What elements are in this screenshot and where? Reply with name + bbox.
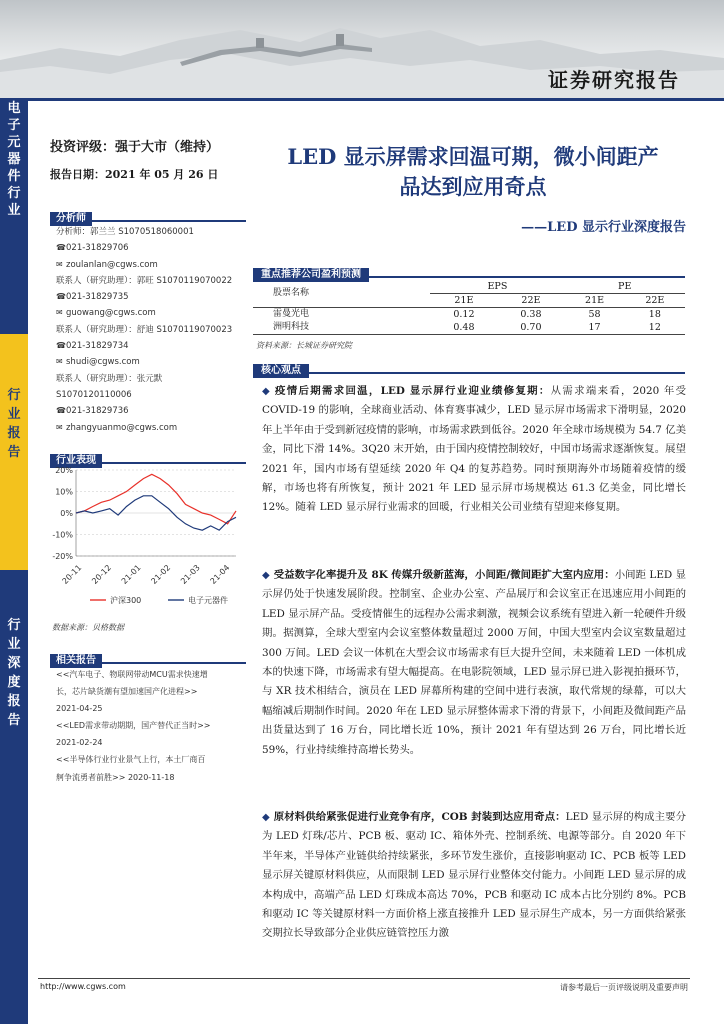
analyst-email[interactable]: ✉ zhangyuanmo@cgws.com (56, 420, 246, 436)
analyst-email[interactable]: ✉ shudi@cgws.com (56, 354, 246, 370)
chart-x-tick-label: 21-04 (208, 563, 232, 586)
mail-icon: ✉ (56, 308, 63, 318)
analyst-section-title: 分析师 (50, 212, 92, 226)
table-cell: 0.38 (520, 309, 542, 320)
report-title (252, 142, 694, 202)
related-report-link[interactable]: 舸争流勇者前胜>> 2020-11-18 (56, 772, 175, 782)
side-tab-char: 电 (7, 101, 21, 116)
diamond-bullet-icon: ◆ (262, 386, 272, 397)
side-tab-char: 元 (7, 135, 21, 150)
table-row (253, 321, 685, 335)
analyst-line: 分析师：郭兰兰 S1070518060001 (56, 227, 194, 237)
analyst-email[interactable]: ✉ zoulanlan@cgws.com (56, 257, 246, 273)
chart-svg (50, 464, 246, 612)
related-report-link[interactable]: <<LED需求带动期期，国产替代正当时>> (56, 721, 211, 731)
paragraph-lead: 疫情后期需求回温，LED 显示屏行业迎业绩修复期： (275, 385, 551, 397)
col-stock-name: 股票名称 (253, 280, 430, 308)
related-section-title: 相关报告 (50, 654, 102, 668)
paragraph-body: 小间距 LED 显示屏仍处于快速发展阶段。控制室、企业办公室、产品展厅和会议室正在迅速应用小间距的 LED 显示屏产品。受疫情催生的远程办公需求刺激，视频会议系统有望进入新一轮硬件升级期。据测算，全球大型室内会议室整体数量超过 2000 万间，中国大型室内会议室数量超过 300 万间。LED 会议一体机在大型会议市场需求有巨大提升空间，未来随着 LED 一体机成本的快速下降，市场需求有望大幅提高。在电影院领域，LED 显示屏已进入影视拍摄环节，与 XR 技术相结合，演员在 LED 屏幕所构建的空间中进行表演，取代常规的绿幕，可以大幅缩减后期制作时间。2020 年在 LED 显示屏整体需求下滑的背景下，小间距及微间距产品出货量达到了 16 万台，同比增长近 10%，预计 2021 年有望达到 26 万台，同比增长近 59%，行业持续维持高增长势头。 (262, 569, 686, 756)
side-tab-char: 行 (7, 186, 21, 201)
core-view-title: 核心观点 (253, 364, 309, 378)
phone-icon: ☎ (56, 341, 66, 351)
chart-x-tick-label: 20-12 (90, 563, 114, 586)
phone-icon: ☎ (56, 243, 66, 253)
forecast-section-header (253, 262, 685, 278)
col-group-pe: PE (564, 280, 685, 294)
side-tab-deep-report (0, 570, 28, 1024)
chart-y-tick-label: 20% (55, 466, 73, 475)
chart-x-tick-label: 21-03 (179, 563, 202, 586)
side-tab-char: 行 (7, 388, 21, 403)
analyst-phone: ☎021-31829736 (56, 403, 246, 419)
industry-performance-chart (50, 464, 246, 612)
side-tab-char: 器 (7, 152, 21, 167)
table-cell: 58 (588, 309, 601, 320)
side-tab-char: 业 (7, 407, 21, 422)
stock-name: 雷曼光电 (273, 309, 310, 319)
footer-url[interactable]: http://www.cgws.com (40, 982, 126, 991)
chart-y-tick-label: -10% (52, 530, 73, 540)
footer-rule (38, 978, 690, 979)
table-cell: 0.70 (497, 321, 564, 335)
header-rule (0, 98, 724, 101)
side-tab-char: 报 (7, 694, 21, 709)
col-year: 22E (625, 294, 685, 308)
mail-icon: ✉ (56, 357, 63, 367)
paragraph-lead: 受益数字化率提升及 8K 传媒升级新蓝海，小间距/微间距扩大室内应用： (273, 569, 615, 581)
chart-y-tick-label: 0% (60, 509, 73, 518)
col-group-eps: EPS (430, 280, 564, 294)
table-cell: 0.48 (430, 321, 497, 335)
footer-disclaimer: 请参考最后一页评级说明及重要声明 (560, 983, 688, 992)
investment-rating: 投资评级：强于大市（维持） (50, 140, 220, 155)
report-title-line: 品达到应用奇点 (399, 174, 547, 199)
analyst-list (56, 224, 246, 436)
col-year: 21E (430, 294, 497, 308)
side-tab-char: 度 (7, 675, 21, 690)
table-cell: 12 (625, 321, 685, 335)
chart-legend-label: 沪深300 (110, 596, 142, 605)
report-date: 报告日期：2021 年 05 月 26 日 (50, 168, 219, 181)
paragraph-body: 从需求端来看，2020 年受 COVID-19 的影响，全球商业活动、体育赛事减少，LED 显示屏市场需求下滑明显，2020 年上半年由于受到新冠疫情的影响，市场需求跌到低谷。2020 年全球市场规模为 54.7 亿美金，同比下滑 14%。3Q20 末开始，由于国内疫情控制较好，中国市场需求逐渐恢复。展望 2021 年，国内市场有望延续 2020 年 Q4 的复苏趋势。同时预期海外市场随着疫情的缓解，市场也将有所恢复，预计 2021 年 LED 显示屏市场规模达 61.3 亿美金，同比增长 12%。随着 LED 显示屏行业需求的回暖，行业相关公司业绩有望迎来修复期。 (262, 385, 687, 514)
table-cell: 18 (648, 309, 661, 320)
chart-section-title: 行业表现 (50, 454, 102, 468)
report-title-line: LED 显示屏需求回温可期，微小间距产 (287, 144, 659, 169)
table-source: 资料来源：长城证券研究院 (256, 341, 352, 350)
analyst-line: 联系人（研究助理）：舒迪 S1070119070023 (56, 324, 233, 335)
forecast-section-title: 重点推荐公司盈利预测 (253, 268, 369, 282)
chart-source: 数据来源：贝格数据 (52, 623, 124, 632)
table-cell: 17 (564, 321, 624, 335)
analyst-line: 联系人（研究助理）：郭旺 S1070119070022 (56, 275, 233, 286)
side-tab-char: 报 (7, 426, 21, 441)
col-year: 21E (564, 294, 624, 308)
col-year: 22E (497, 294, 564, 308)
chart-y-tick-label: 10% (55, 487, 73, 497)
table-cell: 0.12 (453, 309, 475, 320)
analyst-email[interactable]: ✉ guowang@cgws.com (56, 305, 246, 321)
side-tab-char: 子 (7, 118, 21, 133)
side-tab-char: 行 (7, 618, 21, 633)
side-tab-report (0, 334, 28, 570)
related-report-link[interactable]: <<半导体行业行业景气上行，本土厂商百 (56, 755, 206, 765)
paragraph-lead: 原材料供给紧张促进行业竞争有序，COB 封装到达应用奇点： (273, 811, 566, 823)
mail-icon: ✉ (56, 259, 63, 269)
diamond-bullet-icon: ◆ (262, 570, 270, 581)
analyst-line: S1070120110006 (56, 389, 132, 400)
related-report-date: 2021-02-24 (56, 738, 103, 748)
side-tab-char: 件 (7, 169, 21, 184)
core-paragraph (262, 808, 686, 970)
analyst-phone: ☎021-31829734 (56, 338, 246, 354)
related-reports (56, 666, 246, 786)
chart-x-tick-label: 21-01 (119, 563, 143, 586)
chart-section-header (50, 448, 246, 464)
report-subtitle: ——LED 显示行业深度报告 (521, 220, 686, 235)
side-tab-char: 业 (7, 637, 21, 652)
core-view-header (253, 358, 685, 374)
side-tab-char: 告 (7, 713, 21, 728)
table-group-row (253, 280, 685, 294)
chart-legend-label: 电子元器件 (188, 596, 228, 605)
related-report-link[interactable]: <<汽车电子、物联网带动MCU需求快速增 (56, 670, 208, 679)
analyst-phone: ☎021-31829735 (56, 289, 246, 305)
chart-x-tick-label: 21-02 (149, 563, 173, 586)
related-report-link[interactable]: 长，芯片缺货潮有望加速国产化进程>> (56, 687, 198, 697)
side-tab-char: 业 (7, 203, 21, 218)
chart-x-tick-label: 20-11 (60, 563, 84, 586)
core-paragraph (262, 382, 686, 518)
phone-icon: ☎ (56, 292, 66, 302)
analyst-section-header (50, 206, 246, 222)
related-section-header (50, 648, 246, 664)
phone-icon: ☎ (56, 406, 66, 416)
analyst-line: 联系人（研究助理）：张元默 (56, 373, 163, 384)
analyst-phone: ☎021-31829706 (56, 240, 246, 256)
earnings-forecast-table (253, 280, 685, 335)
table-row (253, 308, 685, 322)
doc-type-label: 证券研究报告 (548, 68, 680, 92)
paragraph-body: LED 显示屏的构成主要分为 LED 灯珠/芯片、PCB 板、驱动 IC、箱体外壳、控制系统、电源等部分。自 2020 年下半年来，半导体产业链供给持续紧张，多环节发生涨价，直接影响驱动 IC、PCB 板等 LED 显示屏关键原材料供应，从而限制 LED 显示屏行业整体交付能力。小间距 LED 显示屏的成本构成中，高端产品 LED 灯珠成本高达 70%，PCB 和驱动 IC 成本占比分别约 8%。PCB 和驱动 IC 等关键原材料一方面价格上涨直接推升 LED 显示屏生产成本，另一方面供给紧张交期拉长导致部分企业供应链管控压力激 (262, 811, 686, 940)
core-paragraph (262, 566, 686, 760)
chart-y-tick-label: -20% (52, 552, 73, 561)
side-tab-industry (0, 98, 28, 334)
stock-name: 洲明科技 (253, 321, 430, 335)
related-report-date: 2021-04-25 (56, 704, 103, 714)
side-tab-char: 告 (7, 445, 21, 460)
diamond-bullet-icon: ◆ (262, 812, 270, 823)
side-tab-char: 深 (7, 656, 21, 671)
mail-icon: ✉ (56, 422, 63, 432)
